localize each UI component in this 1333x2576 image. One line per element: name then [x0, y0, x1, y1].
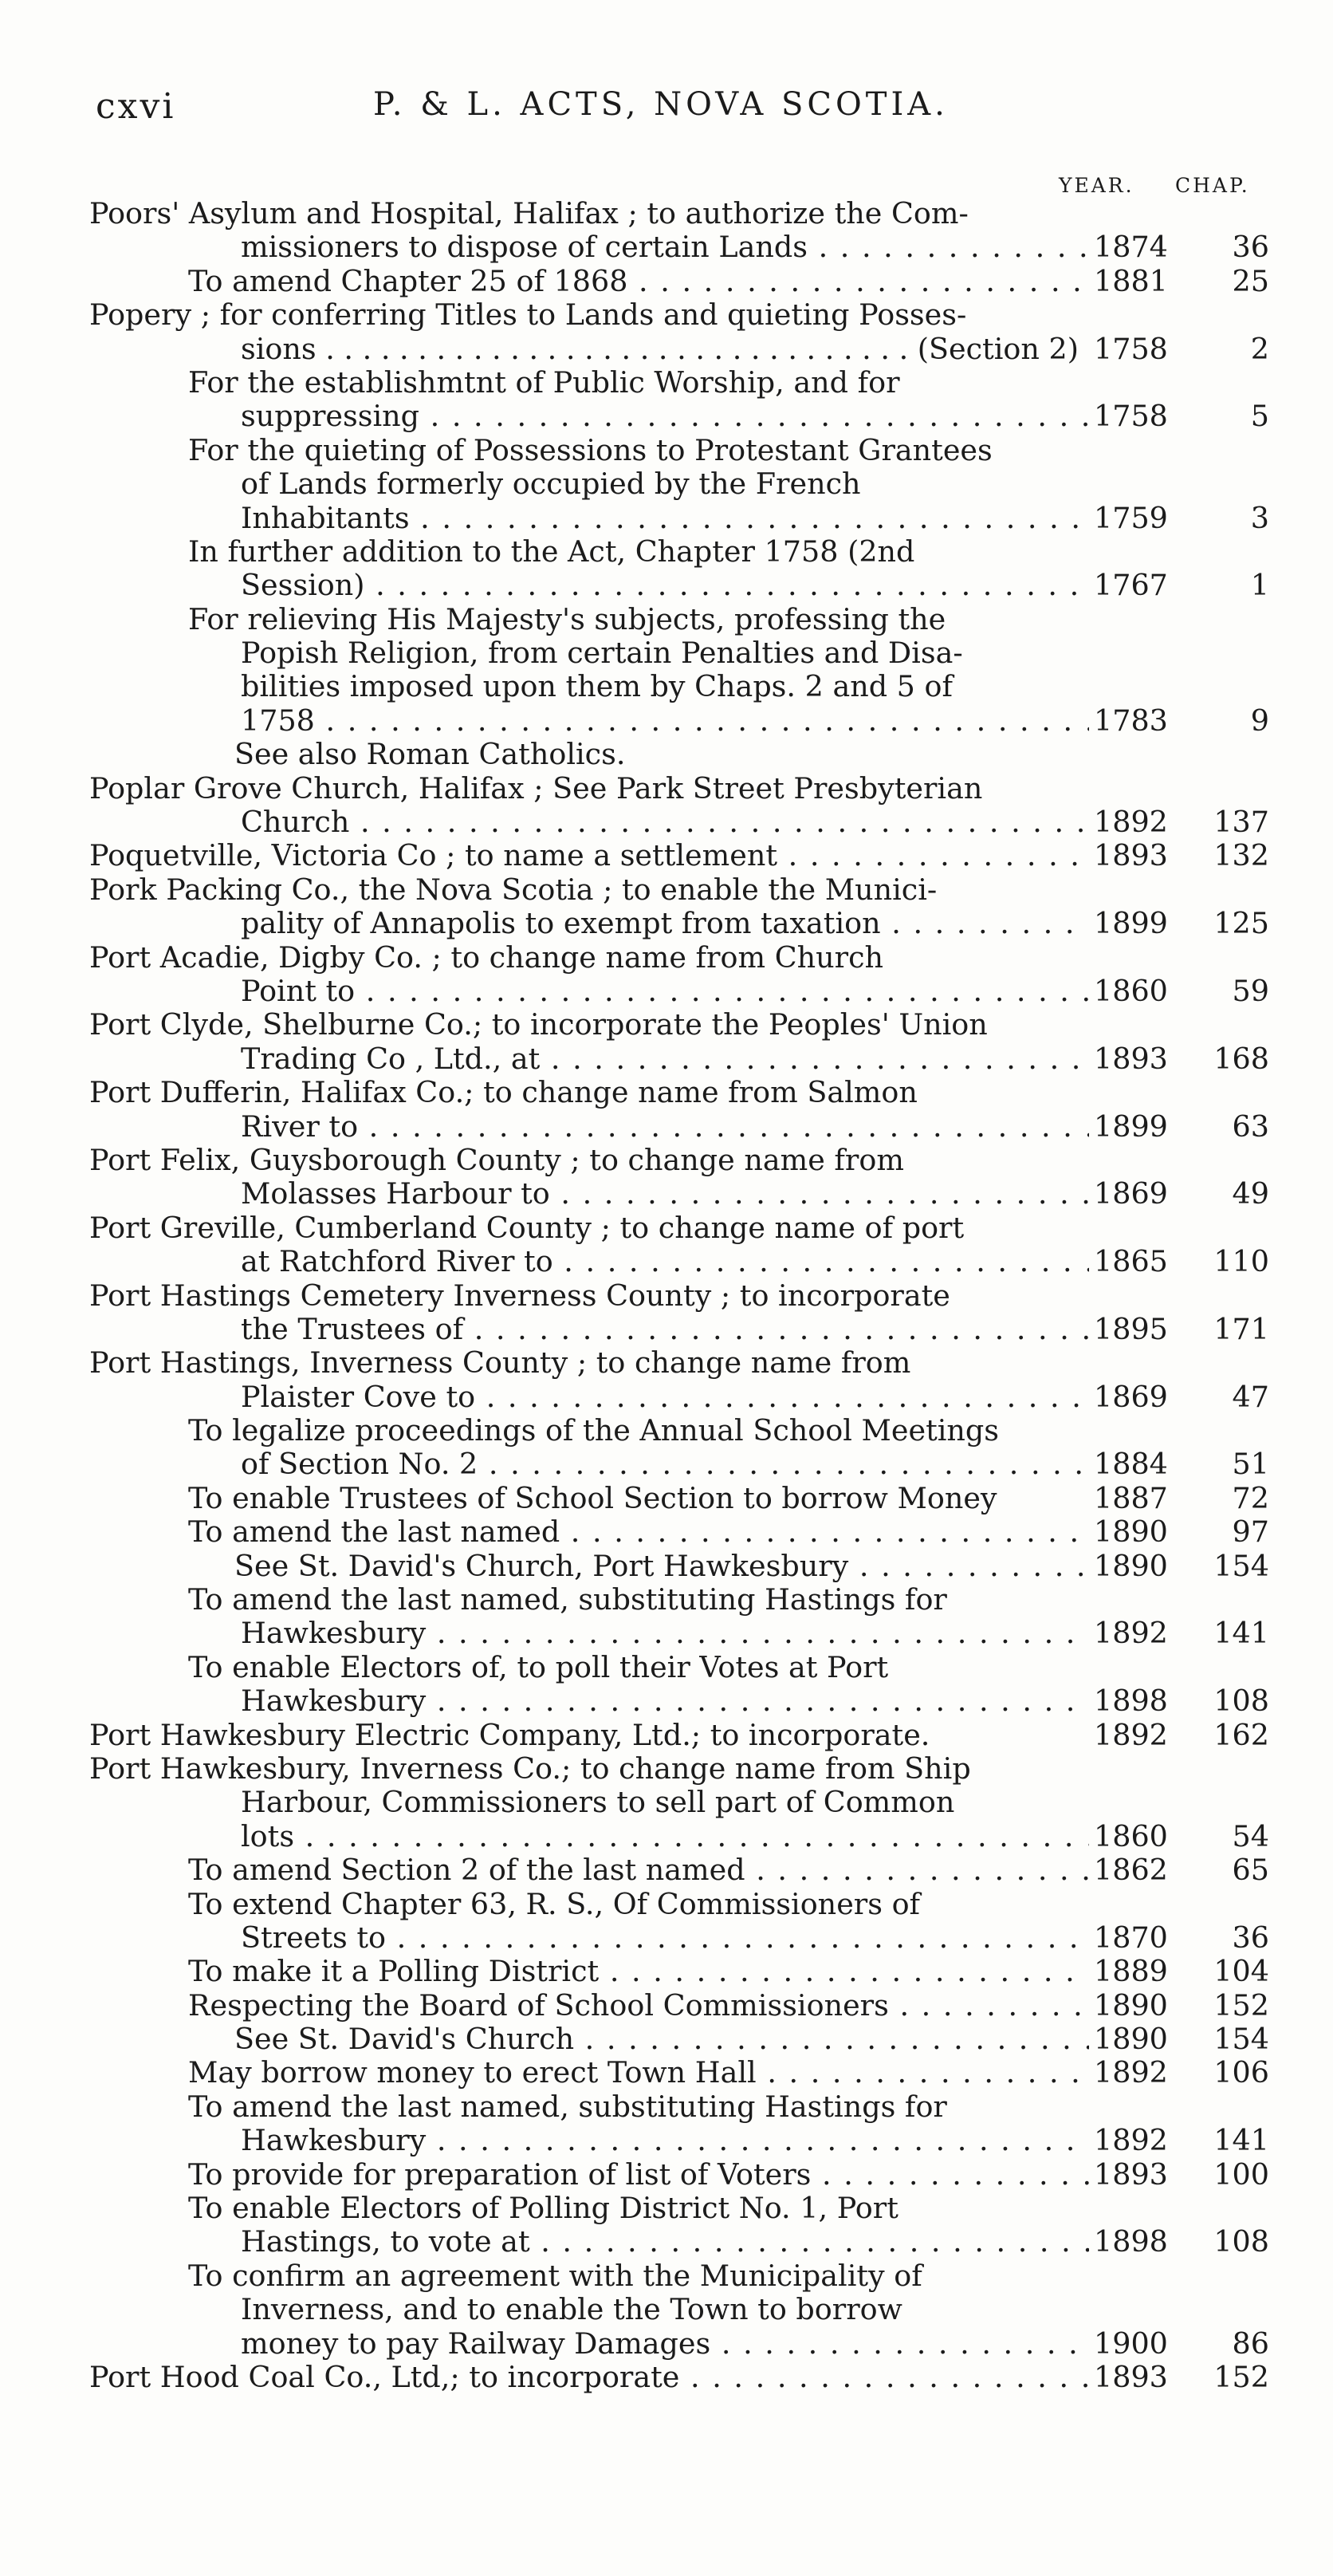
entry-text: Port Greville, Cumberland County ; to change name of port — [89, 1210, 965, 1245]
entry-text: Port Felix, Guysborough County ; to change name from — [89, 1142, 904, 1177]
index-entry-line — [89, 636, 1269, 669]
index-entry-line — [89, 534, 1269, 568]
index-entry-line — [89, 1244, 1269, 1278]
entry-chapter: 36 — [1232, 1920, 1269, 1955]
entry-text: To confirm an agreement with the Municipality of — [188, 2258, 922, 2293]
index-entries — [89, 196, 1269, 2393]
index-entry-line — [89, 2259, 1269, 2292]
index-entry-line — [89, 264, 1269, 297]
entry-year: 1892 — [1094, 1616, 1168, 1651]
entry-text: lots . . . — [89, 1819, 1089, 1853]
entry-text: at Ratchford River to . . . — [89, 1244, 1089, 1278]
entry-text: Port Hawkesbury, Inverness Co.; to change name from Ship — [89, 1751, 971, 1786]
entry-text: To enable Trustees of School Section to borrow Money — [188, 1480, 997, 1515]
entry-chapter: 65 — [1232, 1853, 1269, 1888]
entry-text: To amend Section 2 of the last named . . . — [89, 1853, 1089, 1887]
index-entry-line — [89, 602, 1269, 636]
entry-text: To enable Electors of, to poll their Votes at Port — [188, 1649, 889, 1684]
entry-text: To make it a Polling District . . . — [89, 1954, 1089, 1988]
index-entry-line — [89, 365, 1269, 399]
entry-text: For the quieting of Possessions to Protestant Grantees — [188, 432, 993, 467]
entry-chapter: 59 — [1232, 973, 1269, 1008]
entry-text: To amend the last named, substituting Hastings for — [188, 1582, 947, 1617]
entry-text: Plaister Cove to . . . — [89, 1380, 1089, 1414]
entry-chapter: 25 — [1232, 263, 1269, 298]
entry-year: 1892 — [1094, 1717, 1168, 1752]
entry-text: 1758 . . . — [89, 703, 1089, 738]
entry-text: In further addition to the Act, Chapter 1758 (2nd — [188, 534, 915, 569]
entry-text: Poors' Asylum and Hospital, Halifax ; to authorize the Com- — [89, 196, 969, 230]
entry-chapter: 162 — [1213, 1717, 1269, 1752]
index-entry-line — [89, 1954, 1269, 1987]
index-entry-line — [89, 1819, 1269, 1853]
entry-chapter: 152 — [1213, 1987, 1269, 2023]
entry-text: Molasses Harbour to . . . — [89, 1176, 1089, 1211]
entry-chapter: 72 — [1232, 1480, 1269, 1515]
entry-chapter: 154 — [1213, 2022, 1269, 2057]
entry-text: See St. David's Church . . . — [89, 2022, 1089, 2056]
entry-year: 1887 — [1094, 1480, 1168, 1515]
entry-year: 1898 — [1094, 1684, 1168, 1719]
index-entry-line — [89, 940, 1269, 974]
year-column-header: YEAR. — [1059, 174, 1134, 197]
entry-year: 1874 — [1094, 230, 1168, 265]
index-entry-line — [89, 1176, 1269, 1210]
entry-text: the Trustees of . . . — [89, 1312, 1089, 1346]
index-entry-line — [89, 332, 1269, 365]
index-entry-line — [89, 1549, 1269, 1582]
index-entry-line — [89, 1380, 1269, 1413]
entry-text: Hawkesbury . . . — [89, 2123, 1089, 2157]
entry-chapter: 1 — [1250, 568, 1269, 603]
index-entry-line — [89, 1920, 1269, 1954]
index-entry-line — [89, 838, 1269, 872]
entry-text: Point to . . . — [89, 974, 1089, 1008]
index-entry-line — [89, 872, 1269, 906]
entry-chapter: 171 — [1213, 1311, 1269, 1346]
entry-text: Port Hastings Cemetery Inverness County ; to incorporate — [89, 1278, 950, 1313]
index-entry-line — [89, 1109, 1269, 1143]
entry-text: Poplar Grove Church, Halifax ; See Park Street Presbyterian — [89, 770, 983, 805]
entry-year: 1899 — [1094, 906, 1168, 941]
index-entry-line — [89, 399, 1269, 432]
entry-chapter: 106 — [1213, 2055, 1269, 2090]
index-entry-line — [89, 2055, 1269, 2089]
entry-year: 1860 — [1094, 973, 1168, 1008]
entry-text: Port Clyde, Shelburne Co.; to incorporate the Peoples' Union — [89, 1007, 988, 1042]
index-entry-line — [89, 1143, 1269, 1176]
index-entry-line — [89, 2090, 1269, 2123]
index-entry-line — [89, 1650, 1269, 1684]
entry-text: River to . . . — [89, 1109, 1089, 1144]
entry-year: 1895 — [1094, 1311, 1168, 1346]
entry-text: Streets to . . . — [89, 1920, 1089, 1955]
entry-text: To enable Electors of Polling District No. 1, Port — [188, 2191, 898, 2226]
index-entry-line — [89, 1853, 1269, 1886]
entry-chapter: 132 — [1213, 838, 1269, 873]
index-entry-line — [89, 805, 1269, 838]
entry-text: For relieving His Majesty's subjects, professing the — [188, 601, 946, 636]
entry-text: suppressing . . . — [89, 399, 1089, 433]
entry-year: 1892 — [1094, 2123, 1168, 2158]
index-entry-line — [89, 2191, 1269, 2224]
entry-year: 1890 — [1094, 1514, 1168, 1550]
index-entry-line — [89, 2022, 1269, 2055]
entry-text: Popish Religion, from certain Penalties and Disa- — [241, 636, 963, 671]
entry-year: 1892 — [1094, 805, 1168, 840]
entry-text: Church . . . — [89, 805, 1089, 839]
entry-text: To legalize proceedings of the Annual School Meetings — [188, 1413, 1000, 1448]
index-entry-line — [89, 501, 1269, 534]
index-entry-line — [89, 906, 1269, 939]
entry-year: 1865 — [1094, 1244, 1168, 1279]
entry-text: See St. David's Church, Port Hawkesbury . . . — [89, 1549, 1089, 1583]
entry-chapter: 125 — [1213, 906, 1269, 941]
index-entry-line — [89, 196, 1269, 230]
index-entry-line — [89, 1447, 1269, 1480]
entry-chapter: 168 — [1213, 1041, 1269, 1076]
entry-year: 1759 — [1094, 500, 1168, 535]
entry-year: 1862 — [1094, 1853, 1168, 1888]
entry-year: 1893 — [1094, 1041, 1168, 1076]
entry-chapter: 63 — [1232, 1109, 1269, 1144]
running-title: P. & L. ACTS, NOVA SCOTIA. — [373, 86, 949, 123]
entry-chapter: 36 — [1232, 230, 1269, 265]
entry-chapter: 3 — [1250, 500, 1269, 535]
entry-chapter: 9 — [1250, 703, 1269, 738]
index-entry-line — [89, 1413, 1269, 1447]
entry-text: Port Acadie, Digby Co. ; to change name from Church — [89, 939, 884, 975]
index-entry-line — [89, 433, 1269, 467]
entry-text: missioners to dispose of certain Lands . . . — [89, 230, 1089, 264]
entry-text: Hawkesbury . . . — [89, 1684, 1089, 1718]
entry-year: 1898 — [1094, 2224, 1168, 2259]
index-entry-line — [89, 1211, 1269, 1244]
entry-text: Hawkesbury . . . — [89, 1616, 1089, 1650]
index-entry-line — [89, 703, 1269, 737]
index-entry-line — [89, 1278, 1269, 1312]
entry-text: Trading Co , Ltd., at . . . — [89, 1042, 1089, 1076]
index-entry-line — [89, 2326, 1269, 2360]
chap-column-header: CHAP. — [1175, 174, 1250, 197]
index-entry-line — [89, 1785, 1269, 1818]
entry-chapter: 110 — [1213, 1244, 1269, 1279]
index-entry-line — [89, 2157, 1269, 2191]
index-entry-line — [89, 1887, 1269, 1920]
entry-year: 1893 — [1094, 838, 1168, 873]
entry-chapter: 108 — [1213, 1684, 1269, 1719]
entry-year: 1767 — [1094, 568, 1168, 603]
entry-chapter: 100 — [1213, 2157, 1269, 2192]
entry-chapter: 2 — [1250, 331, 1269, 366]
index-entry-line — [89, 297, 1269, 331]
index-entry-line — [89, 669, 1269, 703]
entry-year: 1870 — [1094, 1920, 1168, 1955]
entry-year: 1869 — [1094, 1379, 1168, 1414]
entry-chapter: 141 — [1213, 1616, 1269, 1651]
entry-chapter: 152 — [1213, 2360, 1269, 2394]
entry-text: bilities imposed upon them by Chaps. 2 and 5 of — [241, 669, 953, 704]
index-entry-line — [89, 771, 1269, 805]
entry-text: To amend the last named, substituting Hastings for — [188, 2089, 947, 2124]
index-entry-line — [89, 1075, 1269, 1109]
entry-text: Hastings, to vote at . . . — [89, 2224, 1089, 2259]
entry-text: To amend the last named . . . — [89, 1514, 1089, 1549]
entry-text: Inverness, and to enable the Town to borrow — [241, 2292, 902, 2327]
entry-year: 1783 — [1094, 703, 1168, 738]
entry-text: Inhabitants . . . — [89, 501, 1089, 535]
entry-text: pality of Annapolis to exempt from taxation . . . — [89, 906, 1089, 940]
entry-chapter: 108 — [1213, 2224, 1269, 2259]
entry-text: of Lands formerly occupied by the French — [241, 467, 861, 502]
entry-year: 1900 — [1094, 2326, 1168, 2361]
entry-text: To extend Chapter 63, R. S., Of Commissioners of — [188, 1886, 921, 1921]
entry-year: 1758 — [1094, 399, 1168, 434]
entry-year: 1890 — [1094, 1987, 1168, 2023]
index-entry-line — [89, 230, 1269, 263]
entry-year: 1884 — [1094, 1447, 1168, 1482]
entry-text: Popery ; for conferring Titles to Lands and quieting Posses- — [89, 297, 967, 333]
entry-text: Respecting the Board of School Commissioners . . . — [89, 1988, 1089, 2023]
entry-text: Port Hood Coal Co., Ltd,; to incorporate . . . — [89, 2360, 1089, 2394]
index-entry-line — [89, 974, 1269, 1007]
entry-chapter: 104 — [1213, 1954, 1269, 1989]
entry-chapter: 97 — [1232, 1514, 1269, 1550]
entry-year: 1890 — [1094, 2022, 1168, 2057]
entry-text: Port Dufferin, Halifax Co.; to change name from Salmon — [89, 1075, 918, 1110]
entry-year: 1758 — [1094, 331, 1168, 366]
entry-chapter: 137 — [1213, 805, 1269, 840]
index-entry-line — [89, 1345, 1269, 1379]
page-number: cxvi — [96, 86, 176, 127]
index-entry-line — [89, 1042, 1269, 1075]
entry-text: For the establishmtnt of Public Worship, and for — [188, 364, 900, 400]
entry-year: 1881 — [1094, 263, 1168, 298]
index-entry-line — [89, 1718, 1269, 1751]
index-entry-line — [89, 1481, 1269, 1514]
index-entry-line — [89, 1514, 1269, 1548]
index-entry-line — [89, 1684, 1269, 1717]
entry-chapter: 86 — [1232, 2326, 1269, 2361]
entry-text: May borrow money to erect Town Hall . . . — [89, 2055, 1089, 2090]
entry-text: Harbour, Commissioners to sell part of Common — [241, 1785, 955, 1820]
index-entry-line — [89, 2123, 1269, 2157]
index-entry-line — [89, 1582, 1269, 1616]
entry-year: 1899 — [1094, 1109, 1168, 1144]
index-entry-line — [89, 2224, 1269, 2258]
entry-chapter: 49 — [1232, 1176, 1269, 1211]
entry-year: 1889 — [1094, 1954, 1168, 1989]
index-entry-line — [89, 2292, 1269, 2326]
entry-year: 1893 — [1094, 2157, 1168, 2192]
entry-text: See also Roman Catholics. — [234, 737, 626, 772]
entry-chapter: 54 — [1232, 1818, 1269, 1853]
entry-year: 1892 — [1094, 2055, 1168, 2090]
entry-text: Session) . . . — [89, 568, 1089, 602]
index-entry-line — [89, 1616, 1269, 1649]
entry-chapter: 5 — [1250, 399, 1269, 434]
index-entry-line — [89, 2360, 1269, 2393]
entry-text: To amend Chapter 25 of 1868 . . . — [89, 264, 1089, 298]
entry-chapter: 154 — [1213, 1548, 1269, 1583]
index-entry-line — [89, 1312, 1269, 1345]
index-entry-line — [89, 467, 1269, 500]
index-entry-line — [89, 1988, 1269, 2022]
entry-text: To provide for preparation of list of Voters . . . — [89, 2157, 1089, 2192]
entry-text: Pork Packing Co., the Nova Scotia ; to enable the Munici- — [89, 872, 938, 907]
index-entry-line — [89, 737, 1269, 770]
entry-text: Port Hastings, Inverness County ; to change name from — [89, 1345, 911, 1381]
entry-text: of Section No. 2 . . . — [89, 1447, 1089, 1481]
index-entry-line — [89, 1751, 1269, 1785]
entry-text: Poquetville, Victoria Co ; to name a settlement . . . — [89, 838, 1089, 872]
entry-text: Port Hawkesbury Electric Company, Ltd.; to incorporate. — [89, 1717, 930, 1752]
index-entry-line — [89, 1007, 1269, 1041]
entry-year: 1893 — [1094, 2360, 1168, 2394]
entry-chapter: 141 — [1213, 2123, 1269, 2158]
entry-year: 1869 — [1094, 1176, 1168, 1211]
entry-text: sions . . . . . . . . . . . . . . . . . . . . . . . . . . . . . . . . (Section 2) — [241, 331, 1079, 366]
entry-chapter: 51 — [1232, 1447, 1269, 1482]
entry-year: 1890 — [1094, 1548, 1168, 1583]
entry-chapter: 47 — [1232, 1379, 1269, 1414]
entry-year: 1860 — [1094, 1818, 1168, 1853]
entry-text: money to pay Railway Damages . . . — [89, 2326, 1089, 2361]
index-entry-line — [89, 568, 1269, 601]
